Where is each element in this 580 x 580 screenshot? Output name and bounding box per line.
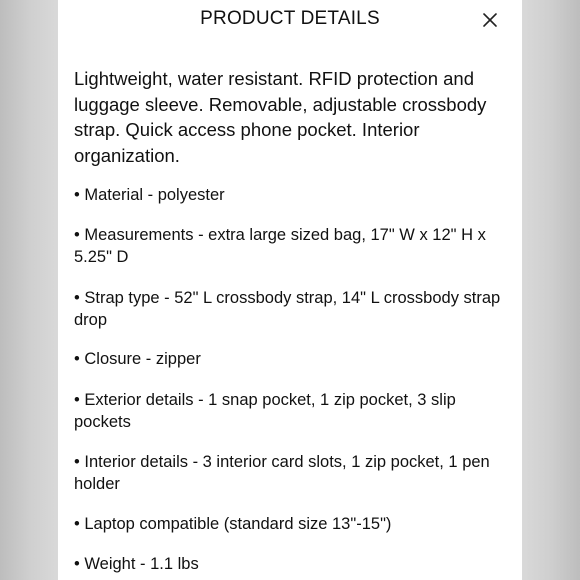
close-button[interactable] <box>481 11 499 29</box>
detail-interior: • Interior details - 3 interior card slots, 1 zip pocket, 1 pen holder <box>74 453 490 493</box>
detail-strap-type: • Strap type - 52" L crossbody strap, 14" L crossbody strap drop <box>74 289 501 329</box>
detail-weight: • Weight - 1.1 lbs <box>74 555 199 573</box>
product-details-dialog <box>58 0 522 580</box>
product-description: Lightweight, water resistant. RFID protection and luggage sleeve. Removable, adjustable crossbody strap. Quick access phone pocket. Interior organization. <box>74 68 487 166</box>
close-icon <box>481 11 499 29</box>
detail-closure: • Closure - zipper <box>74 350 201 368</box>
detail-laptop: • Laptop compatible (standard size 13"-15") <box>74 515 392 533</box>
detail-material: • Material - polyester <box>74 186 225 204</box>
detail-exterior: • Exterior details - 1 snap pocket, 1 zip pocket, 3 slip pockets <box>74 391 456 431</box>
dialog-header <box>58 0 522 40</box>
detail-measurements: • Measurements - extra large sized bag, 17" W x 12" H x 5.25" D <box>74 226 486 266</box>
dialog-title: PRODUCT DETAILS <box>200 8 380 29</box>
